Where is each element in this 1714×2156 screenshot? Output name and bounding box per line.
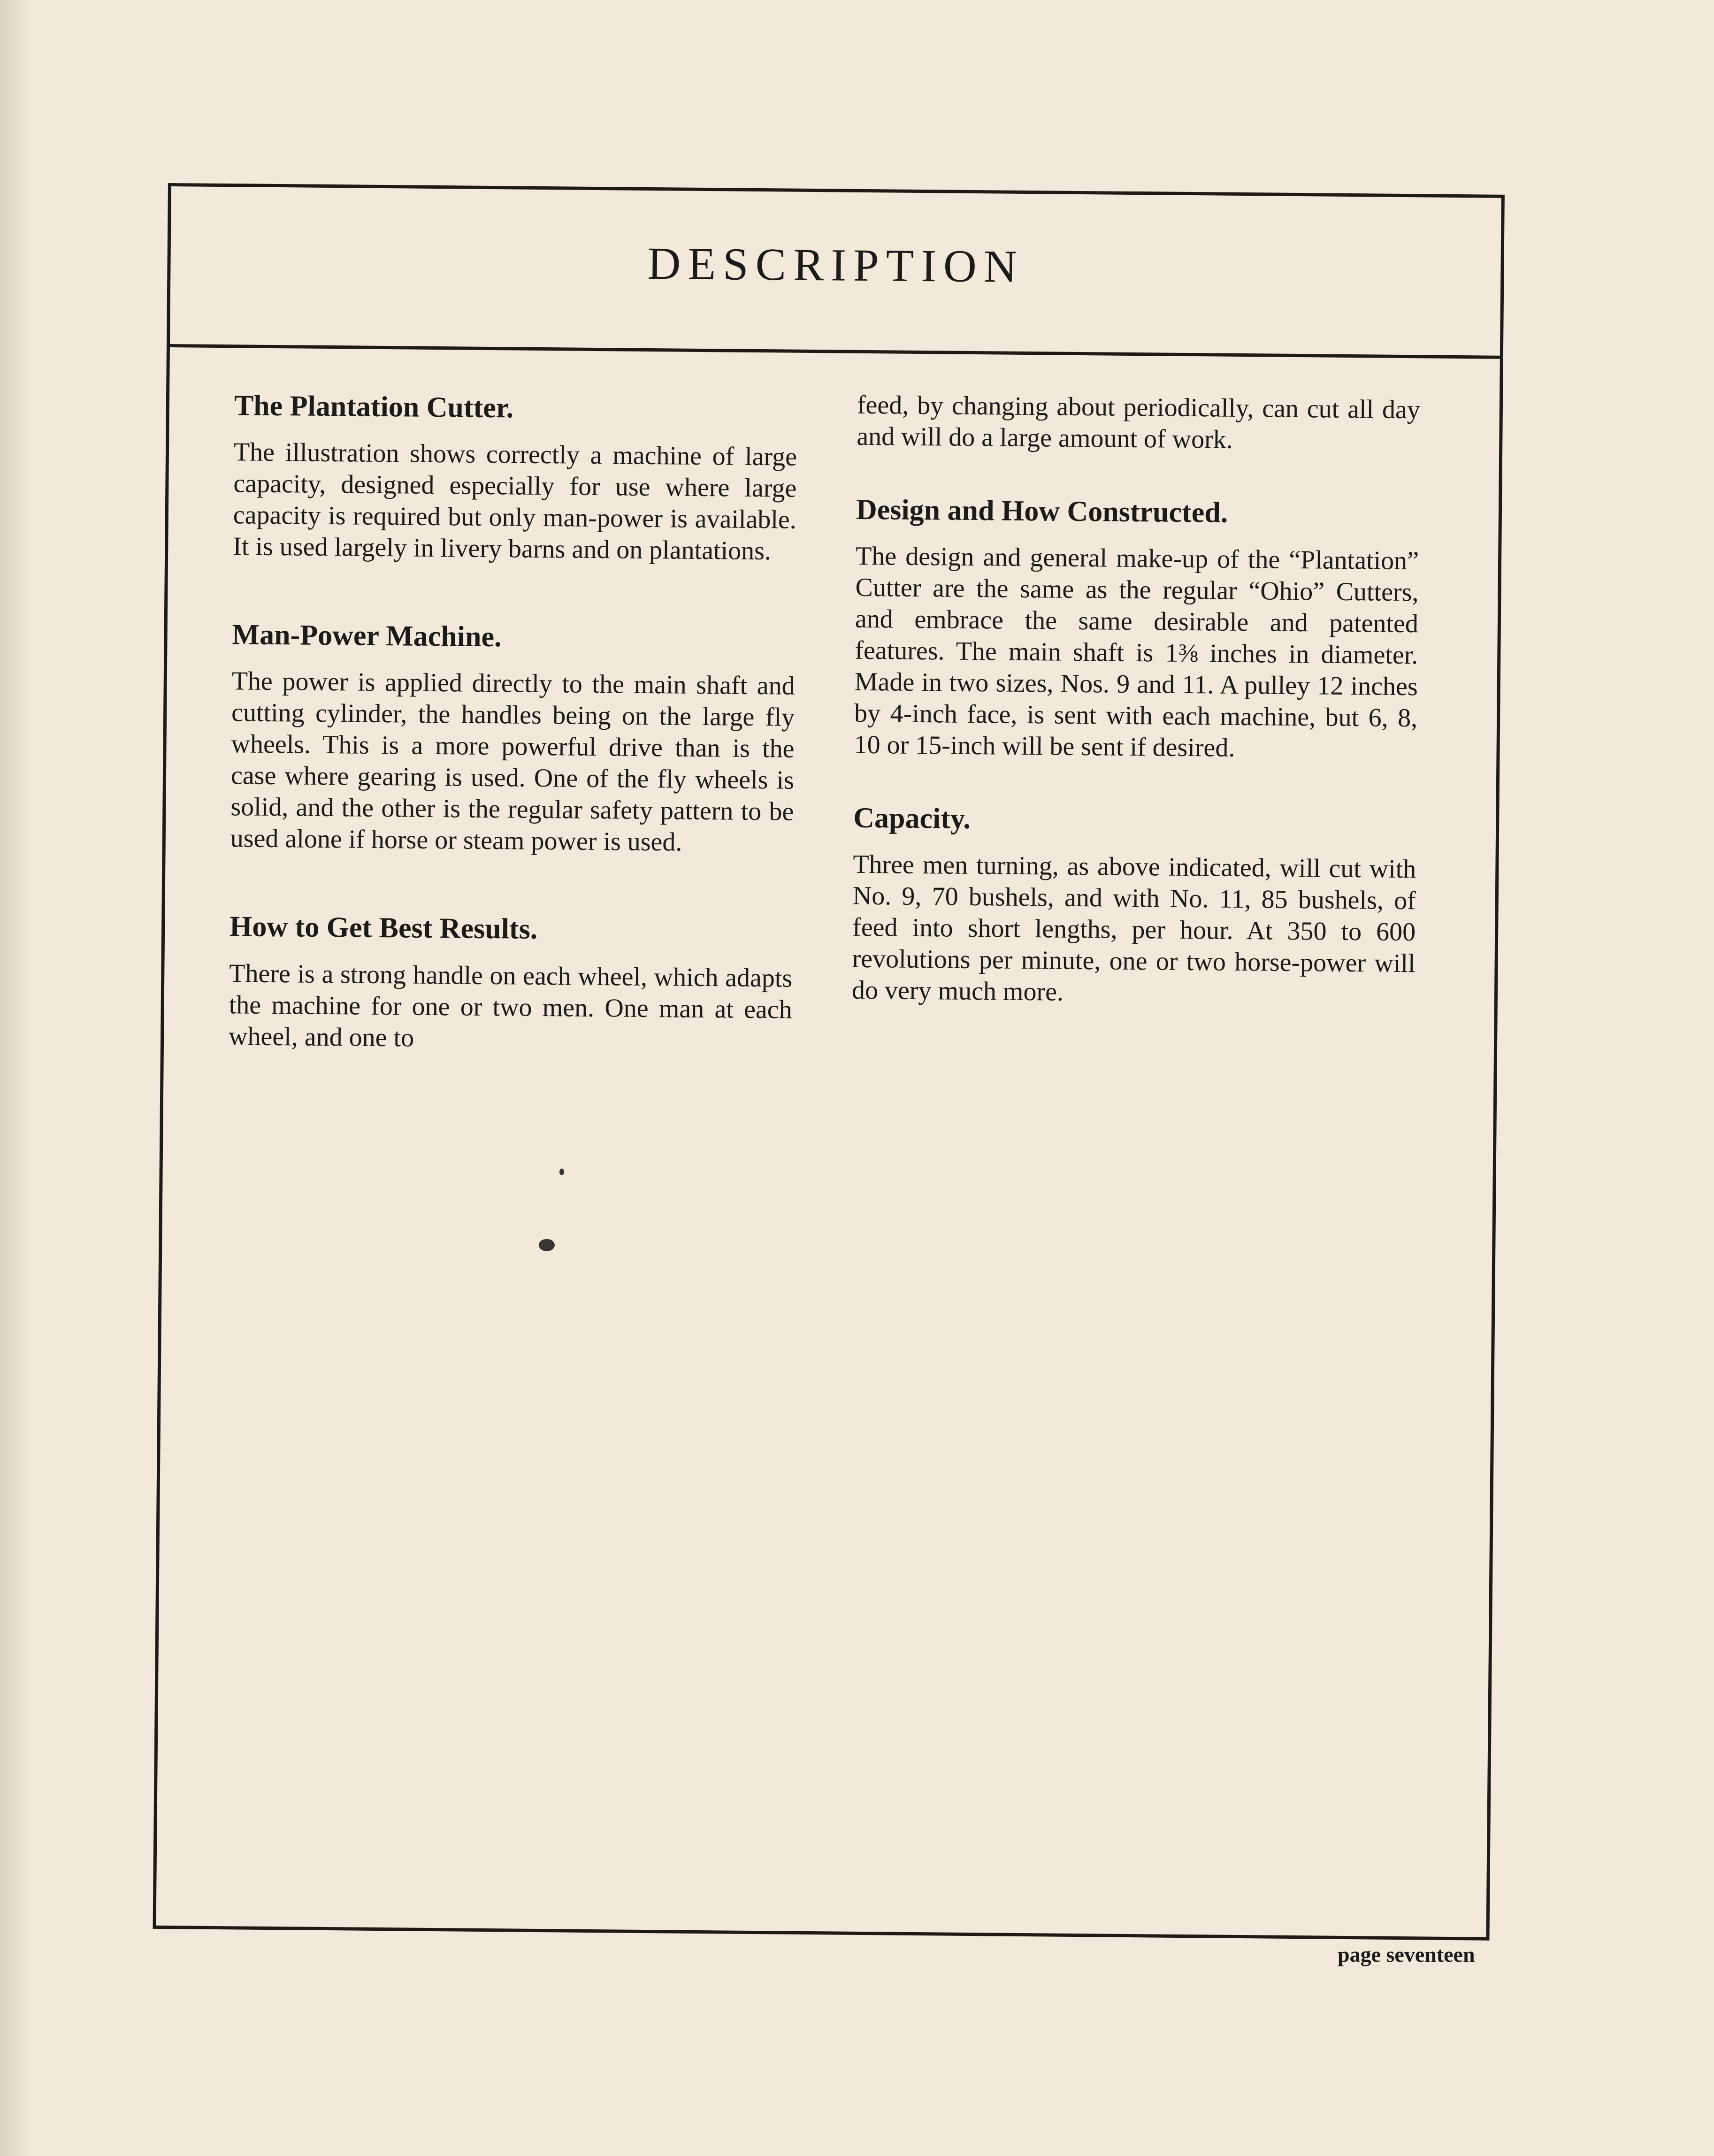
section-capacity xyxy=(852,802,1417,1011)
section-best-results xyxy=(229,911,793,1057)
section-design-construction xyxy=(854,494,1419,766)
page-title: DESCRIPTION xyxy=(647,238,1025,292)
header-box xyxy=(170,186,1501,359)
page-number: page seventeen xyxy=(1338,1942,1475,1966)
section-heading: Man-Power Machine. xyxy=(232,619,502,653)
right-column xyxy=(852,390,1420,1011)
left-column xyxy=(229,390,797,1057)
section-body: The power is applied directly to the main shaft and cutting cylinder, the handles being on the large fly wheels. This is a more powerful drive than is the case where gearing is used. One of the fly wheels is solid, and the other is the regular safety pattern to be used alone if horse or steam power is used. xyxy=(230,666,795,857)
description-frame xyxy=(153,183,1505,1941)
section-heading: Capacity. xyxy=(853,802,971,835)
section-heading: Design and How Constructed. xyxy=(856,493,1228,529)
section-continuation xyxy=(857,390,1420,457)
section-heading: The Plantation Cutter. xyxy=(234,390,514,424)
section-plantation-cutter xyxy=(233,390,797,567)
section-body: The illustration shows correctly a machine of large capacity, designed especially for use where large capacity is required but only man-power is available. It is used largely in livery barns and on plantations. xyxy=(232,437,797,566)
section-body: The design and general make-up of the “Plantation” Cutter are the same as the regular “Ohio” Cutters, and embrace the same desirable and patented features. The main shaft is 1⅜ inches in diameter. Made in two sizes, Nos. 9 and 11. A pulley 12 inches by 4-inch face, is sent with each machine, but 6, 8, 10 or 15-inch will be sent if desired. xyxy=(854,542,1419,763)
section-heading: How to Get Best Results. xyxy=(229,910,538,946)
ink-speck xyxy=(559,1169,564,1175)
page-edge-shadow xyxy=(0,0,28,2156)
ink-speck xyxy=(539,1239,555,1251)
section-body: There is a strong handle on each wheel, which adapts the machine for one or two men. One man at each wheel, and one to xyxy=(228,958,793,1053)
section-body: Three men turning, as above indicated, will cut with No. 9, 70 bushels, and with No. 11, 85 bushels, of feed into short lengths, per hour. At 350 to 600 revolutions per minute, one or two horse-power will do very much more. xyxy=(851,850,1416,1007)
section-man-power-machine xyxy=(230,619,796,859)
section-body: feed, by changing about periodically, can cut all day and will do a large amount of work. xyxy=(857,390,1421,454)
